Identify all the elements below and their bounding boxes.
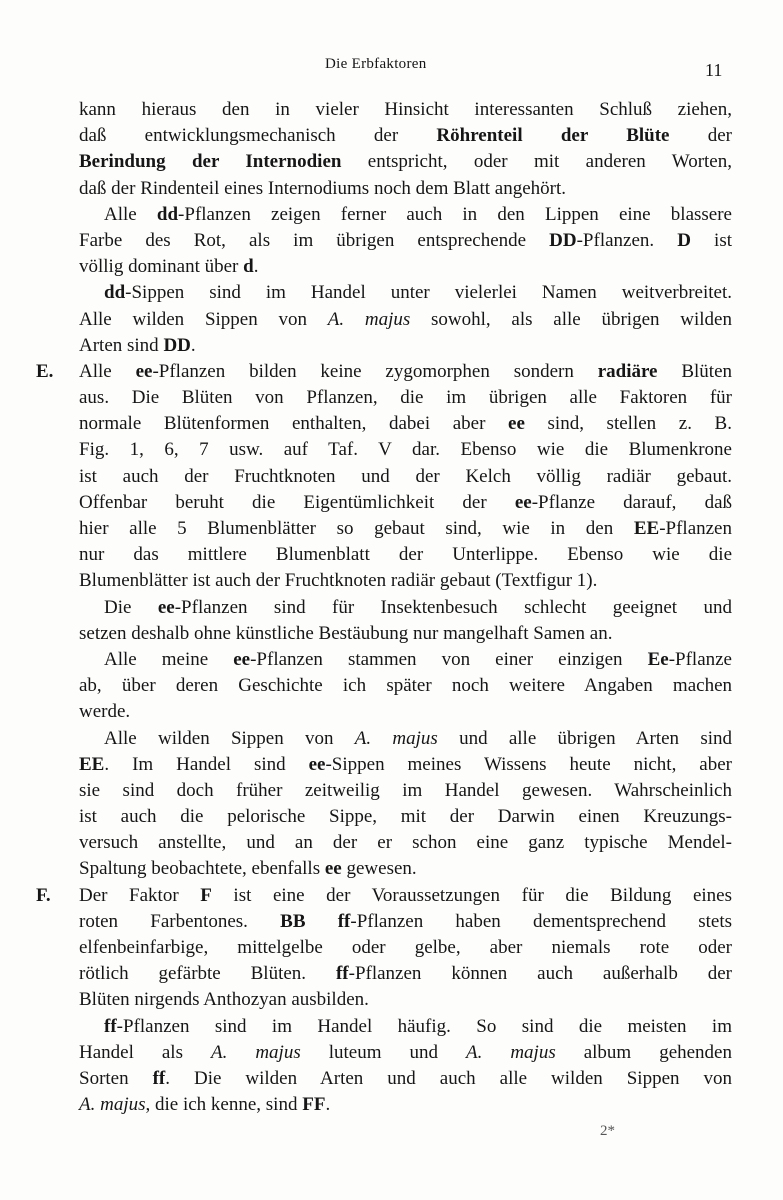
text-line [36, 359, 733, 385]
text-segment: sind, stellen z. B. [524, 413, 732, 435]
text-segment: ab, über deren Geschichte ich später noch weitere Angaben machen [79, 675, 732, 697]
text-segment: Blüten nirgends Anthozyan ausbilden. [79, 989, 369, 1011]
bold-text: d [243, 256, 254, 278]
text-segment: -Pflanzen. [576, 229, 678, 251]
text-segment: Farbe des Rot, als im übrigen entsprechende [79, 229, 550, 251]
text-segment: . [325, 1094, 331, 1116]
text-segment: -Pflanzen zeigen ferner auch in den Lippen eine blassere [178, 203, 732, 225]
text-line [79, 542, 732, 568]
text-line [79, 595, 732, 621]
text-segment: -Pflanzen [659, 518, 732, 539]
italic-text: A. majus [354, 727, 438, 749]
bold-text: ee [508, 413, 525, 435]
text-segment: Sorten [79, 1067, 153, 1089]
text-segment: elfenbeinfarbige, mittelgelbe oder gelbe, aber niemals rote oder [79, 937, 732, 958]
text-segment: , die ich kenne, sind [145, 1094, 303, 1116]
text-line [79, 464, 732, 490]
text-segment: -Pflanzen sind im Handel häufig. So sind die meisten im [116, 1015, 732, 1037]
text-line [79, 516, 732, 542]
bold-text: DD [163, 334, 191, 356]
text-segment: album gehenden [555, 1041, 732, 1063]
bold-text: ee [324, 858, 342, 880]
text-segment: Alle meine [104, 648, 234, 670]
italic-text: A. majus [465, 1041, 556, 1063]
text-line [79, 1014, 732, 1040]
text-segment: entspricht, oder mit anderen Worten, [341, 151, 732, 173]
text-segment: -Sippen meines Wissens heute nicht, aber [325, 753, 732, 775]
text-segment: ist auch die pelorische Sippe, mit der Darwin einen Kreuzungs- [79, 806, 732, 828]
bold-text: FF [302, 1094, 326, 1116]
text-segment: -Sippen sind im Handel unter vielerlei Namen weitverbreitet. [125, 282, 732, 304]
bold-text: radiäre [597, 360, 658, 382]
text-segment: Die [104, 596, 158, 618]
signature-mark: 2* [600, 1123, 615, 1139]
text-segment: völlig dominant über [79, 256, 244, 278]
italic-text: A. majus [79, 1094, 146, 1116]
italic-text: A. majus [210, 1041, 301, 1063]
text-line [79, 726, 732, 752]
text-line [79, 176, 732, 202]
text-line [79, 202, 732, 228]
text-segment: Alle wilden Sippen von [104, 727, 355, 749]
text-segment: roten Farbentones. [79, 910, 281, 932]
text-line [79, 830, 732, 856]
text-segment: rötlich gefärbte Blüten. [79, 963, 336, 985]
text-segment: Arten sind [79, 334, 164, 356]
section-label: E. [36, 360, 54, 382]
text-segment: versuch anstellte, und an der er schon eine ganz typische Mendel- [79, 832, 732, 854]
text-line [79, 961, 732, 987]
text-line [79, 411, 732, 437]
running-title: Die Erbfaktoren [325, 56, 427, 72]
text-segment: Der Faktor [79, 884, 201, 906]
text-segment: -Pflanzen sind für Insektenbesuch schlecht geeignet und [174, 596, 732, 618]
text-segment: sowohl, als alle übrigen wilden [410, 308, 732, 330]
text-line [79, 568, 732, 594]
body-text [36, 97, 733, 1118]
bold-text: Ee [647, 648, 669, 670]
page-number: 11 [705, 60, 723, 80]
text-segment: Offenbar beruht die Eigentümlichkeit der [79, 491, 515, 513]
text-segment: und alle übrigen Arten sind [437, 727, 733, 749]
text-line [79, 987, 732, 1013]
bold-text: DD [549, 229, 577, 251]
text-line [79, 909, 732, 935]
text-segment: -Pflanze [668, 648, 732, 670]
text-line [79, 621, 732, 647]
text-line [79, 1092, 732, 1118]
text-line [79, 1040, 732, 1066]
bold-text: ff [152, 1067, 166, 1089]
text-segment: . Die wilden Arten und auch alle wilden Sippen von [165, 1067, 732, 1089]
text-line [79, 149, 732, 175]
text-segment: ist auch der Fruchtknoten und der Kelch völlig radiär gebaut. [79, 465, 732, 487]
bold-text: dd [156, 203, 179, 225]
text-line [79, 673, 732, 699]
bold-text: D [677, 229, 691, 251]
text-line [79, 307, 732, 333]
text-line [79, 490, 732, 516]
text-segment: -Pflanzen stammen von einer einzigen [250, 648, 648, 670]
bold-text: ee [233, 648, 251, 670]
text-line [79, 437, 732, 463]
text-line [79, 97, 732, 123]
text-line [79, 333, 732, 359]
text-segment: hier alle 5 Blumenblätter so gebaut sind, wie in den [79, 518, 634, 539]
bold-text: EE [79, 753, 105, 775]
text-line [36, 883, 732, 909]
text-segment: Blüten [657, 360, 733, 382]
text-segment: Blumenblätter ist auch der Fruchtknoten radiär gebaut (Textfigur 1). [79, 570, 598, 592]
text-segment: daß der Rindenteil eines Internodiums noch dem Blatt angehört. [79, 177, 567, 199]
text-segment: -Pflanzen haben dementsprechend stets [350, 910, 733, 932]
bold-text: ee [308, 753, 326, 775]
bold-text: Röhrenteil der Blüte [436, 125, 670, 147]
text-segment: -Pflanze darauf, daß [531, 491, 732, 513]
text-segment: . [253, 256, 259, 278]
text-segment: Alle wilden Sippen von [79, 308, 328, 330]
text-segment: Spaltung beobachtete, ebenfalls [79, 858, 325, 880]
text-segment: . Im Handel sind [104, 753, 309, 775]
text-line [79, 385, 732, 411]
text-segment: der [669, 125, 732, 147]
text-segment: aus. Die Blüten von Pflanzen, die im übrigen alle Faktoren für [79, 387, 732, 409]
bold-text: ee [157, 596, 175, 618]
text-line [79, 228, 732, 254]
text-segment: ist [690, 229, 732, 251]
text-line [79, 254, 732, 280]
text-segment: -Pflanzen bilden keine zygomorphen sondern [152, 360, 598, 382]
bold-text: ff [335, 963, 349, 985]
text-line [79, 647, 732, 673]
section-label: F. [36, 884, 51, 906]
bold-text: F [200, 884, 212, 906]
bold-text: BB ff [280, 910, 351, 932]
bold-text: Berindung der Internodien [79, 151, 342, 173]
text-line [79, 935, 732, 961]
text-segment: daß entwicklungsmechanisch der [79, 125, 437, 147]
text-segment: gewesen. [341, 858, 417, 880]
text-segment: luteum und [300, 1041, 466, 1063]
text-segment: Alle [79, 360, 136, 382]
text-segment: sie sind doch früher zeitweilig im Handel gewesen. Wahrscheinlich [79, 779, 732, 801]
text-line [79, 123, 732, 149]
text-segment: nur das mittlere Blumenblatt der Unterlippe. Ebenso wie die [79, 544, 732, 566]
italic-text: A. majus [327, 308, 411, 330]
text-segment: Handel als [79, 1041, 211, 1063]
bold-text: ff [104, 1015, 117, 1037]
text-line [79, 856, 732, 882]
text-segment: normale Blütenformen enthalten, dabei aber [79, 413, 509, 435]
bold-text: ee [135, 360, 153, 382]
page-header [0, 56, 783, 80]
text-line [79, 699, 732, 725]
bold-text: EE [633, 518, 660, 539]
text-segment: werde. [79, 701, 131, 723]
text-segment: setzen deshalb ohne künstliche Bestäubung nur mangelhaft Samen an. [79, 622, 613, 644]
text-line [79, 752, 732, 778]
bold-text: ee [514, 491, 532, 513]
text-segment: . [190, 334, 196, 356]
text-segment: Fig. 1, 6, 7 usw. auf Taf. V dar. Ebenso wie die Blumenkrone [79, 439, 732, 461]
text-segment: -Pflanzen können auch außerhalb der [348, 963, 733, 985]
text-segment: Alle [104, 203, 157, 225]
text-segment: ist eine der Voraussetzungen für die Bildung eines [211, 884, 732, 906]
bold-text: dd [104, 282, 126, 304]
text-segment: kann hieraus den in vieler Hinsicht interessanten Schluß ziehen, [79, 99, 732, 120]
text-line [79, 778, 732, 804]
text-line [79, 1066, 732, 1092]
text-line [79, 804, 732, 830]
text-line [79, 280, 732, 306]
